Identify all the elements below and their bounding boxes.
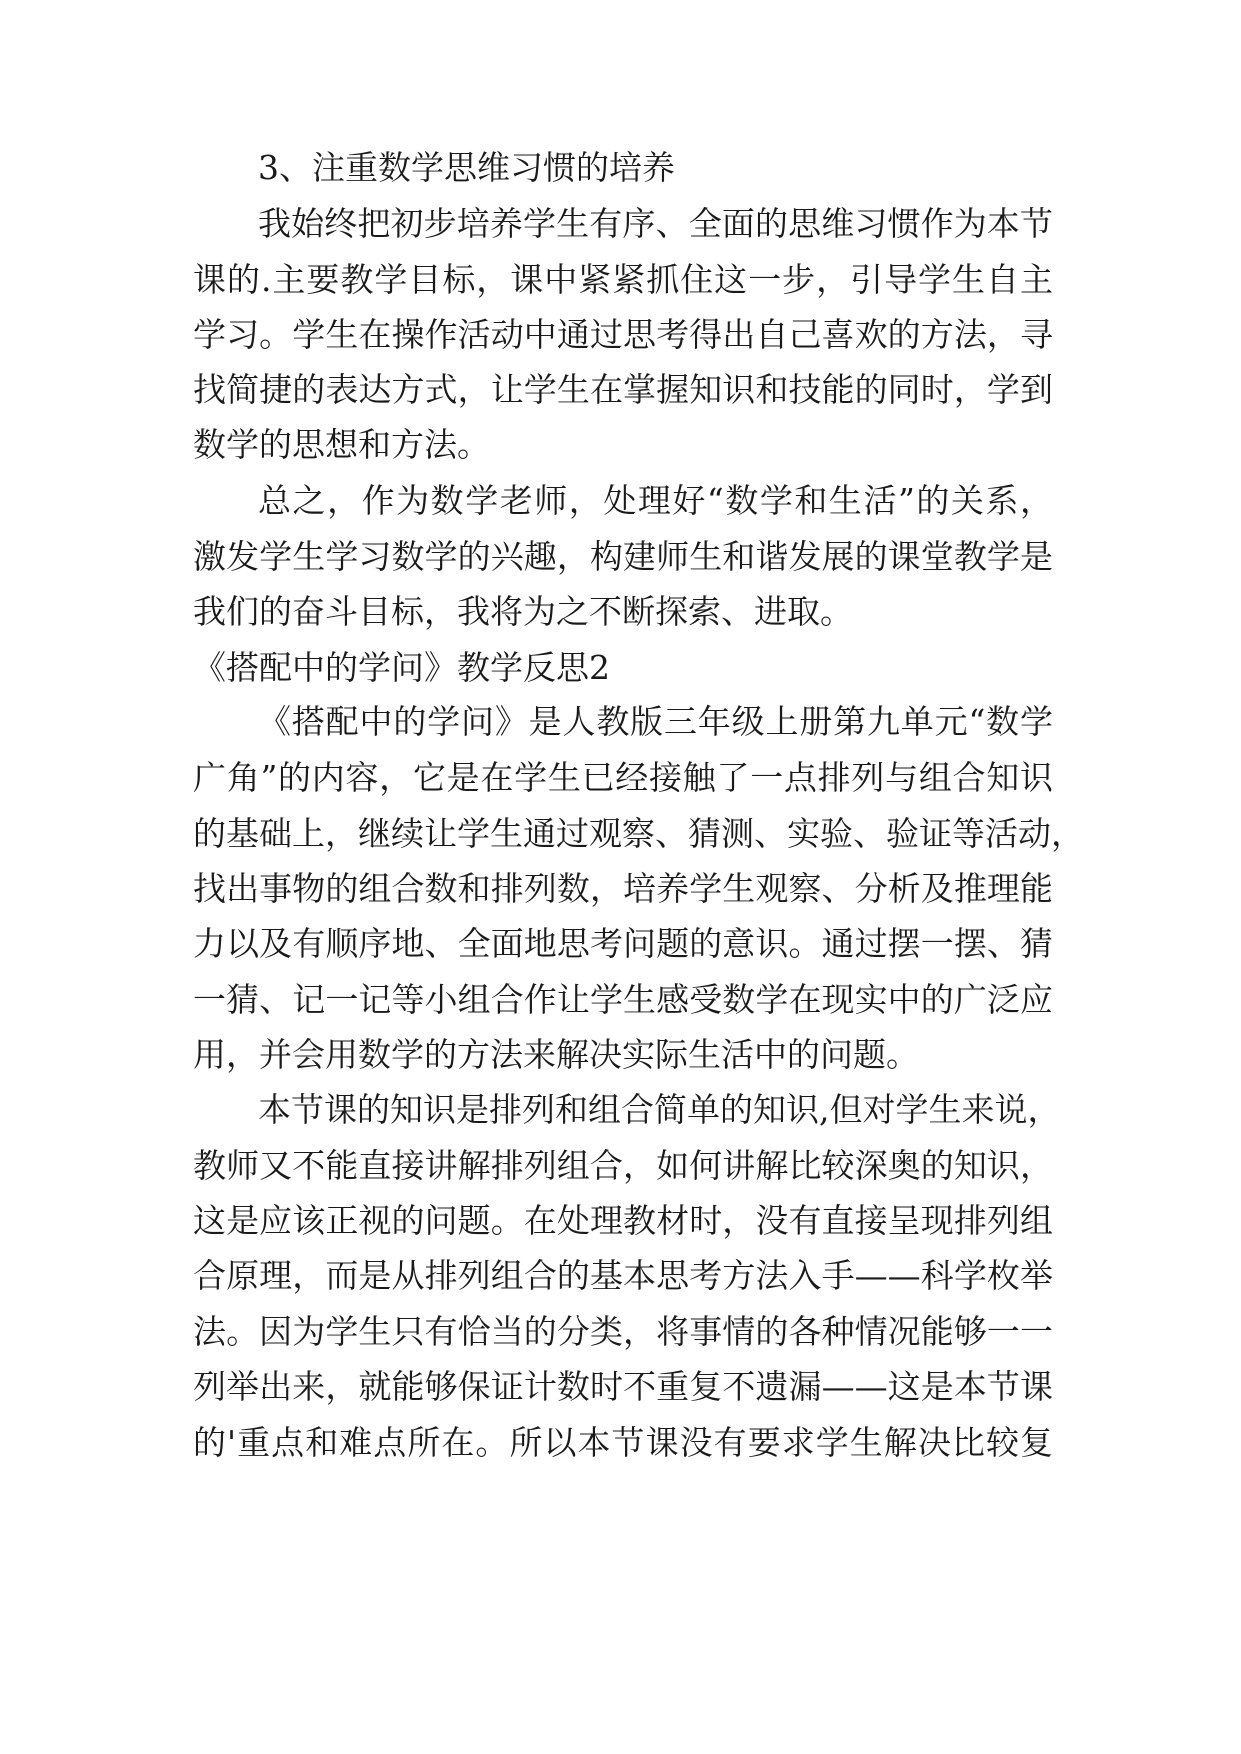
paragraph-line: 力以及有顺序地、全面地思考问题的意识。通过摆一摆、猜	[193, 924, 1053, 963]
paragraph-line: 合原理，而是从排列组合的基本思考方法入手——科学枚举	[193, 1256, 1053, 1295]
paragraph-line: 法。因为学生只有恰当的分类，将事情的各种情况能够一一	[193, 1312, 1053, 1351]
section-heading: 3、注重数学思维习惯的培养	[258, 148, 675, 187]
paragraph-line: 的'重点和难点所在。所以本节课没有要求学生解决比较复	[193, 1423, 1053, 1462]
paragraph-line: 激发学生学习数学的兴趣，构建师生和谐发展的课堂教学是	[193, 537, 1053, 576]
paragraph-line: 这是应该正视的问题。在处理教材时，没有直接呈现排列组	[193, 1201, 1053, 1240]
paragraph-line: 列举出来，就能够保证计数时不重复不遗漏——这是本节课	[193, 1367, 1053, 1406]
paragraph-line: 找简捷的表达方式，让学生在掌握知识和技能的同时，学到	[193, 370, 1053, 409]
paragraph-line: 的基础上，继续让学生通过观察、猜测、实验、验证等活动，	[193, 814, 1084, 853]
paragraph-line: 《搭配中的学问》是人教版三年级上册第九单元“数学	[258, 702, 1053, 741]
article-title: 《搭配中的学问》教学反思2	[193, 648, 610, 687]
paragraph-line: 总之，作为数学老师，处理好“数学和生活”的关系，	[258, 481, 1053, 520]
paragraph-line: 我始终把初步培养学生有序、全面的思维习惯作为本节	[258, 204, 1053, 243]
paragraph-line: 我们的奋斗目标，我将为之不断探索、进取。	[193, 592, 853, 631]
paragraph-line: 本节课的知识是排列和组合简单的知识,但对学生来说，	[258, 1090, 1061, 1129]
paragraph-line: 学习。学生在操作活动中通过思考得出自己喜欢的方法，寻	[193, 315, 1053, 354]
paragraph-line: 找出事物的组合数和排列数，培养学生观察、分析及推理能	[193, 869, 1053, 908]
paragraph-line: 用，并会用数学的方法来解决实际生活中的问题。	[193, 1035, 919, 1074]
paragraph-line: 数学的思想和方法。	[193, 425, 490, 464]
paragraph-line: 课的.主要教学目标，课中紧紧抓住这一步，引导学生自主	[193, 260, 1053, 299]
paragraph-line: 一猜、记一记等小组合作让学生感受数学在现实中的广泛应	[193, 980, 1053, 1019]
paragraph-line: 教师又不能直接讲解排列组合，如何讲解比较深奥的知识，	[193, 1146, 1053, 1185]
paragraph-line: 广角”的内容，它是在学生已经接触了一点排列与组合知识	[193, 758, 1053, 797]
